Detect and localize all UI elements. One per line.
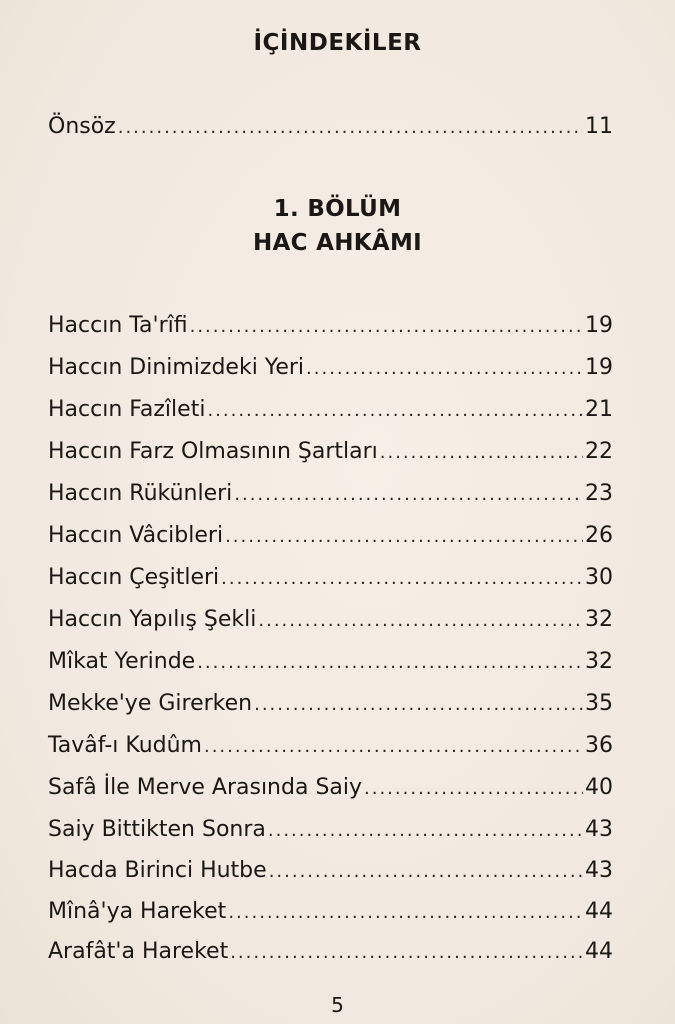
toc-entry bbox=[48, 480, 613, 509]
section-name: HAC AHKÂMI bbox=[252, 230, 423, 256]
toc-entry-page: 19 bbox=[585, 313, 613, 338]
dot-leader bbox=[207, 397, 583, 425]
toc-entry-label: Haccın Rükünleri bbox=[48, 481, 233, 506]
toc-entry bbox=[48, 564, 613, 593]
toc-entry-label: Mîkat Yerinde bbox=[48, 649, 196, 674]
toc-entry-label: Mekke'ye Girerken bbox=[48, 691, 253, 716]
toc-entry bbox=[48, 354, 613, 383]
dot-leader bbox=[380, 439, 583, 467]
toc-entry-page: 43 bbox=[585, 858, 613, 883]
dot-leader bbox=[268, 817, 583, 845]
toc-entry-page: 36 bbox=[585, 733, 613, 758]
toc-entry bbox=[48, 857, 613, 886]
toc-entry-page: 26 bbox=[585, 523, 613, 548]
toc-entry-page: 11 bbox=[585, 114, 613, 139]
toc-entry-preface bbox=[48, 113, 613, 142]
toc-entry-page: 44 bbox=[585, 939, 613, 964]
toc-entry-label: Tavâf-ı Kudûm bbox=[48, 733, 202, 758]
toc-entry-label: Safâ İle Merve Arasında Saiy bbox=[48, 775, 363, 800]
dot-leader bbox=[364, 775, 583, 803]
toc-entry bbox=[48, 648, 613, 677]
toc-entry-page: 32 bbox=[585, 607, 613, 632]
toc-entry-page: 22 bbox=[585, 439, 613, 464]
toc-entry-label: Haccın Fazîleti bbox=[48, 397, 206, 422]
toc-entry bbox=[48, 898, 613, 927]
toc-entry bbox=[48, 606, 613, 635]
toc-entry-label: Haccın Farz Olmasının Şartları bbox=[48, 439, 378, 464]
toc-entry-label: Haccın Yapılış Şekli bbox=[48, 607, 257, 632]
dot-leader bbox=[269, 858, 583, 886]
toc-entry-page: 23 bbox=[585, 481, 613, 506]
dot-leader bbox=[204, 733, 583, 761]
toc-entry-page: 32 bbox=[585, 649, 613, 674]
toc-entry-page: 21 bbox=[585, 397, 613, 422]
toc-entry-label: Hacda Birinci Hutbe bbox=[48, 858, 267, 883]
toc-entry bbox=[48, 732, 613, 761]
dot-leader bbox=[197, 649, 583, 677]
toc-entry bbox=[48, 438, 613, 467]
dot-leader bbox=[306, 355, 583, 383]
toc-entry bbox=[48, 690, 613, 719]
dot-leader bbox=[225, 523, 583, 551]
toc-entry-label: Arafât'a Hareket bbox=[48, 939, 229, 964]
toc-entry-label: Haccın Dinimizdeki Yeri bbox=[48, 355, 305, 380]
toc-entry bbox=[48, 396, 613, 425]
dot-leader bbox=[258, 607, 583, 635]
dot-leader bbox=[118, 114, 583, 142]
toc-entry bbox=[48, 938, 613, 967]
toc-entry bbox=[48, 774, 613, 803]
toc-entry bbox=[48, 312, 613, 341]
toc-entry-page: 43 bbox=[585, 817, 613, 842]
dot-leader bbox=[230, 939, 583, 967]
toc-entry-label: Önsöz bbox=[48, 114, 116, 139]
toc-entry-label: Saiy Bittikten Sonra bbox=[48, 817, 266, 842]
section-number: 1. BÖLÜM bbox=[273, 196, 402, 222]
toc-entry bbox=[48, 816, 613, 845]
page-number: 5 bbox=[331, 993, 344, 1017]
page-title: İÇİNDEKİLER bbox=[253, 30, 422, 56]
toc-entry-label: Haccın Ta'rîfi bbox=[48, 313, 188, 338]
toc-entry-label: Haccın Çeşitleri bbox=[48, 565, 220, 590]
dot-leader bbox=[221, 565, 583, 593]
dot-leader bbox=[228, 899, 583, 927]
toc-entry bbox=[48, 522, 613, 551]
dot-leader bbox=[190, 313, 583, 341]
dot-leader bbox=[254, 691, 583, 719]
toc-entry-label: Mînâ'ya Hareket bbox=[48, 899, 227, 924]
dot-leader bbox=[234, 481, 583, 509]
toc-entry-page: 30 bbox=[585, 565, 613, 590]
toc-entry-page: 44 bbox=[585, 899, 613, 924]
toc-entry-page: 19 bbox=[585, 355, 613, 380]
toc-entry-page: 35 bbox=[585, 691, 613, 716]
toc-entry-page: 40 bbox=[585, 775, 613, 800]
toc-entry-label: Haccın Vâcibleri bbox=[48, 523, 224, 548]
